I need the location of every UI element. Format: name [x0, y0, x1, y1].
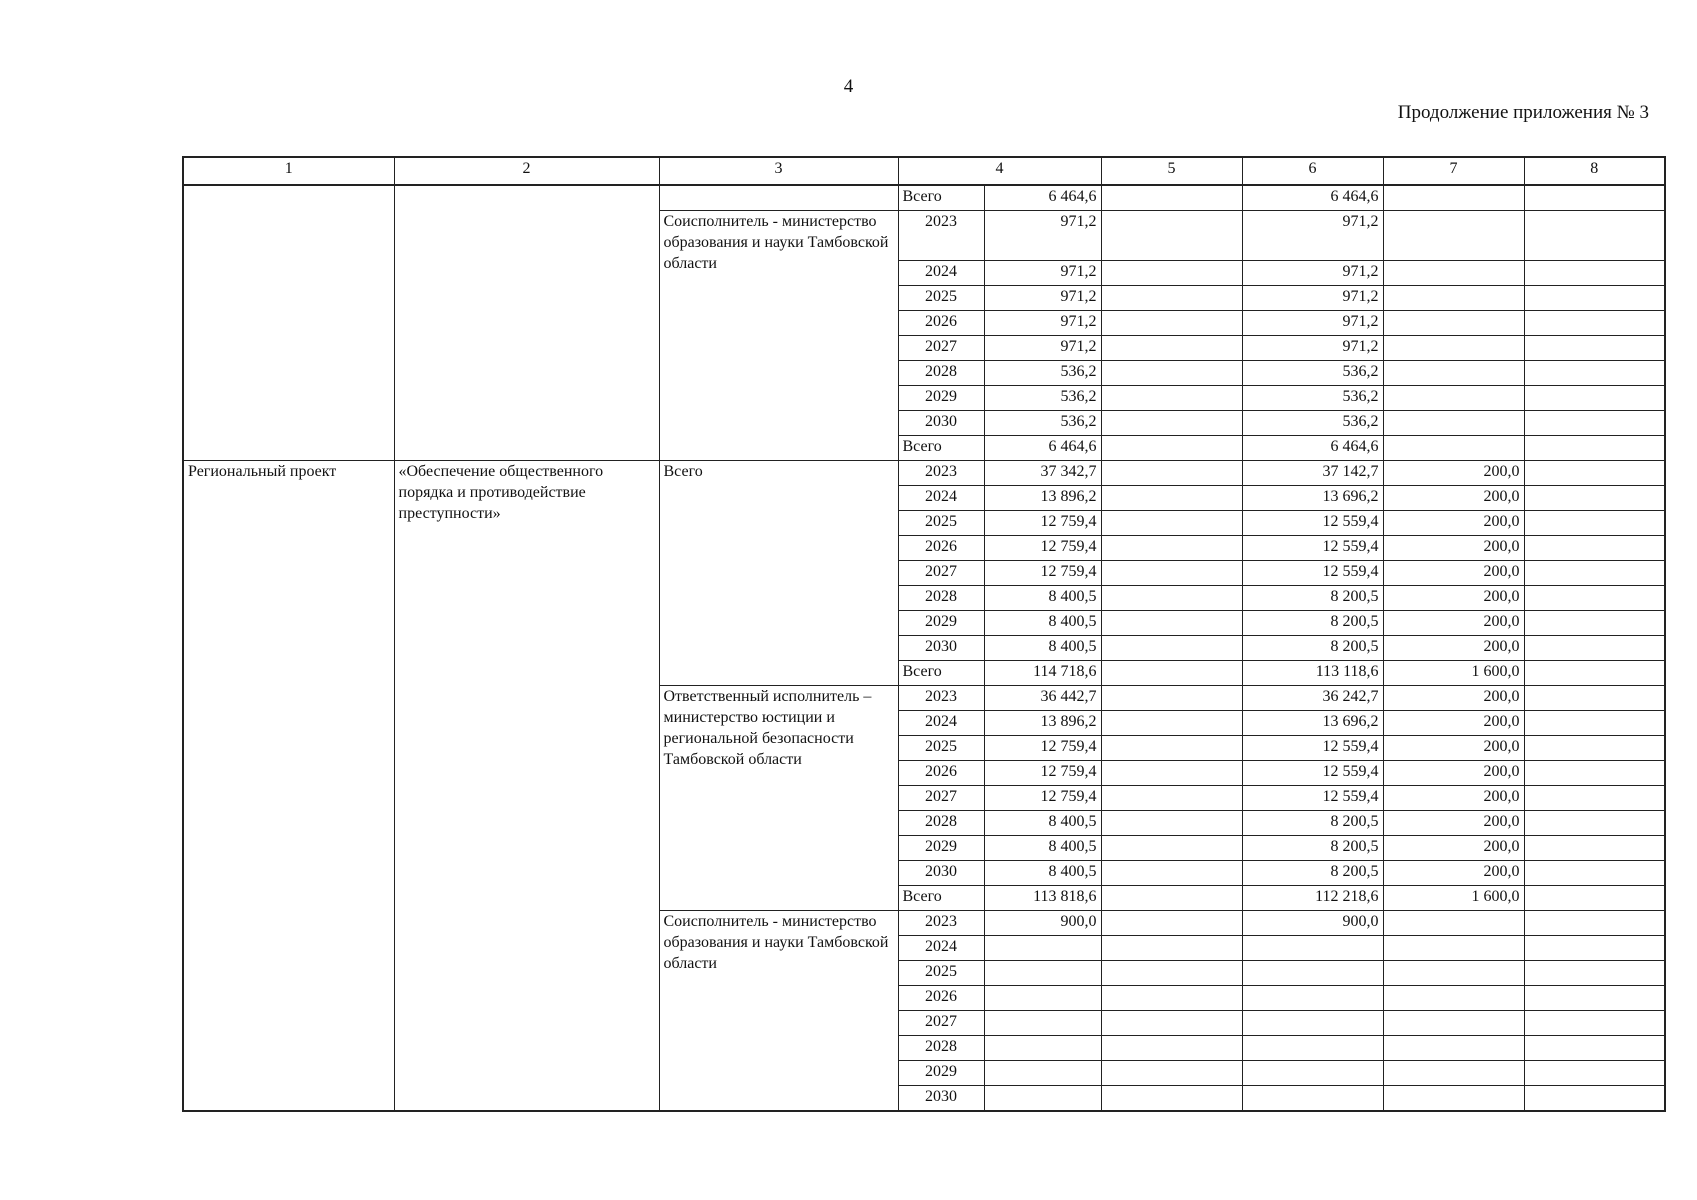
col5-value [1101, 185, 1242, 211]
col4-value: 12 759,4 [984, 511, 1101, 536]
col5-value [1101, 836, 1242, 861]
col5-value [1101, 861, 1242, 886]
year-cell: 2026 [898, 536, 984, 561]
col5-value [1101, 886, 1242, 911]
year-cell: 2029 [898, 386, 984, 411]
col7-value: 200,0 [1383, 611, 1524, 636]
col7-value: 200,0 [1383, 786, 1524, 811]
col6-value: 536,2 [1242, 411, 1383, 436]
col6-value: 12 559,4 [1242, 536, 1383, 561]
col7-value: 200,0 [1383, 836, 1524, 861]
col7-value [1383, 1086, 1524, 1112]
col4-value [984, 1086, 1101, 1112]
col8-value [1524, 286, 1665, 311]
col6-value: 37 142,7 [1242, 461, 1383, 486]
col7-value: 1 600,0 [1383, 886, 1524, 911]
year-cell: 2024 [898, 936, 984, 961]
funding-table [182, 156, 1666, 1112]
col6-value: 12 559,4 [1242, 561, 1383, 586]
col7-value [1383, 436, 1524, 461]
col7-value: 1 600,0 [1383, 661, 1524, 686]
continuation-label: Продолжение приложения № 3 [1397, 102, 1649, 123]
col7-value [1383, 211, 1524, 261]
col7-value: 200,0 [1383, 736, 1524, 761]
col8-value [1524, 786, 1665, 811]
col5-value [1101, 336, 1242, 361]
col7-value [1383, 1061, 1524, 1086]
col8-value [1524, 1036, 1665, 1061]
year-cell: 2030 [898, 861, 984, 886]
col8-value [1524, 185, 1665, 211]
col4-value [984, 1061, 1101, 1086]
col7-value: 200,0 [1383, 636, 1524, 661]
col1-cell [183, 185, 394, 461]
col6-value: 8 200,5 [1242, 611, 1383, 636]
year-cell: Всего [898, 661, 984, 686]
col8-value [1524, 511, 1665, 536]
col4-value: 536,2 [984, 386, 1101, 411]
col6-value: 536,2 [1242, 361, 1383, 386]
col6-value: 536,2 [1242, 386, 1383, 411]
col4-value: 36 442,7 [984, 686, 1101, 711]
year-cell: 2027 [898, 786, 984, 811]
column-header: 1 [183, 157, 394, 185]
col4-value: 12 759,4 [984, 786, 1101, 811]
col5-value [1101, 686, 1242, 711]
col7-value: 200,0 [1383, 686, 1524, 711]
col8-value [1524, 686, 1665, 711]
col5-value [1101, 761, 1242, 786]
col5-value [1101, 911, 1242, 936]
col6-value: 8 200,5 [1242, 586, 1383, 611]
year-cell: 2025 [898, 511, 984, 536]
column-header: 4 [898, 157, 1101, 185]
col7-value [1383, 911, 1524, 936]
col5-value [1101, 636, 1242, 661]
col4-value: 12 759,4 [984, 736, 1101, 761]
col4-value: 6 464,6 [984, 185, 1101, 211]
col7-value [1383, 261, 1524, 286]
col4-value: 13 896,2 [984, 486, 1101, 511]
col6-value: 8 200,5 [1242, 636, 1383, 661]
col8-value [1524, 611, 1665, 636]
col5-value [1101, 311, 1242, 336]
col6-value: 971,2 [1242, 336, 1383, 361]
col8-value [1524, 211, 1665, 261]
col5-value [1101, 961, 1242, 986]
col7-value: 200,0 [1383, 761, 1524, 786]
col5-value [1101, 936, 1242, 961]
col4-value: 12 759,4 [984, 561, 1101, 586]
col7-value [1383, 936, 1524, 961]
col8-value [1524, 461, 1665, 486]
col4-value: 8 400,5 [984, 836, 1101, 861]
col6-value: 8 200,5 [1242, 861, 1383, 886]
col7-value [1383, 286, 1524, 311]
col8-value [1524, 311, 1665, 336]
col5-value [1101, 536, 1242, 561]
year-cell: 2029 [898, 1061, 984, 1086]
col4-value: 8 400,5 [984, 611, 1101, 636]
col8-value [1524, 486, 1665, 511]
year-cell: 2025 [898, 961, 984, 986]
col5-value [1101, 411, 1242, 436]
col6-value: 8 200,5 [1242, 836, 1383, 861]
col4-value: 37 342,7 [984, 461, 1101, 486]
col8-value [1524, 1011, 1665, 1036]
col5-value [1101, 361, 1242, 386]
col5-value [1101, 1036, 1242, 1061]
col7-value: 200,0 [1383, 561, 1524, 586]
col4-value [984, 1036, 1101, 1061]
year-cell: 2028 [898, 811, 984, 836]
column-header: 3 [659, 157, 898, 185]
col6-value: 12 559,4 [1242, 511, 1383, 536]
col8-value [1524, 336, 1665, 361]
col6-value: 6 464,6 [1242, 436, 1383, 461]
col4-value: 8 400,5 [984, 636, 1101, 661]
col6-value: 12 559,4 [1242, 736, 1383, 761]
col6-value: 13 696,2 [1242, 711, 1383, 736]
page-number: 4 [843, 76, 854, 97]
project-name-cell: «Обеспечение общественного порядка и противодействие преступности» [394, 461, 659, 1112]
col8-value [1524, 536, 1665, 561]
col8-value [1524, 586, 1665, 611]
col5-value [1101, 461, 1242, 486]
col7-value: 200,0 [1383, 461, 1524, 486]
col8-value [1524, 886, 1665, 911]
col6-value [1242, 1086, 1383, 1112]
col6-value: 13 696,2 [1242, 486, 1383, 511]
col4-value: 8 400,5 [984, 811, 1101, 836]
year-cell: 2028 [898, 1036, 984, 1061]
year-cell: 2024 [898, 711, 984, 736]
col6-value: 971,2 [1242, 261, 1383, 286]
col8-value [1524, 911, 1665, 936]
col4-value: 12 759,4 [984, 536, 1101, 561]
table-row [183, 461, 1665, 486]
col8-value [1524, 761, 1665, 786]
col4-value: 6 464,6 [984, 436, 1101, 461]
executor-cell: Соисполнитель - министерство образования и науки Тамбовской области [659, 211, 898, 461]
project-type-cell: Региональный проект [183, 461, 394, 1112]
col5-value [1101, 1061, 1242, 1086]
year-cell: 2023 [898, 461, 984, 486]
col6-value: 113 118,6 [1242, 661, 1383, 686]
col8-value [1524, 436, 1665, 461]
col6-value [1242, 961, 1383, 986]
col4-value: 971,2 [984, 211, 1101, 261]
col8-value [1524, 836, 1665, 861]
col7-value: 200,0 [1383, 486, 1524, 511]
col7-value [1383, 336, 1524, 361]
col5-value [1101, 386, 1242, 411]
col4-value: 971,2 [984, 286, 1101, 311]
col4-value: 536,2 [984, 411, 1101, 436]
year-cell: Всего [898, 886, 984, 911]
col5-value [1101, 1011, 1242, 1036]
col7-value [1383, 1011, 1524, 1036]
col5-value [1101, 786, 1242, 811]
col6-value: 36 242,7 [1242, 686, 1383, 711]
year-cell: Всего [898, 185, 984, 211]
col7-value: 200,0 [1383, 511, 1524, 536]
column-header: 7 [1383, 157, 1524, 185]
col8-value [1524, 636, 1665, 661]
col7-value [1383, 1036, 1524, 1061]
col6-value [1242, 1061, 1383, 1086]
year-cell: 2029 [898, 836, 984, 861]
year-cell: 2027 [898, 561, 984, 586]
col7-value: 200,0 [1383, 586, 1524, 611]
col7-value: 200,0 [1383, 536, 1524, 561]
year-cell: 2030 [898, 1086, 984, 1112]
col4-value: 971,2 [984, 261, 1101, 286]
col4-value: 13 896,2 [984, 711, 1101, 736]
col8-value [1524, 936, 1665, 961]
col5-value [1101, 736, 1242, 761]
col7-value [1383, 361, 1524, 386]
col6-value [1242, 1036, 1383, 1061]
col8-value [1524, 661, 1665, 686]
col4-value: 536,2 [984, 361, 1101, 386]
col6-value [1242, 1011, 1383, 1036]
col6-value: 12 559,4 [1242, 761, 1383, 786]
executor-cell: Всего [659, 461, 898, 686]
column-header: 2 [394, 157, 659, 185]
col5-value [1101, 561, 1242, 586]
col6-value: 971,2 [1242, 311, 1383, 336]
col7-value [1383, 986, 1524, 1011]
col4-value: 971,2 [984, 311, 1101, 336]
col7-value [1383, 386, 1524, 411]
col5-value [1101, 286, 1242, 311]
year-cell: 2029 [898, 611, 984, 636]
column-header: 5 [1101, 157, 1242, 185]
executor-cell: Соисполнитель - министерство образования и науки Тамбовской области [659, 911, 898, 1112]
year-cell: 2027 [898, 1011, 984, 1036]
col7-value [1383, 311, 1524, 336]
col6-value: 12 559,4 [1242, 786, 1383, 811]
col6-value: 6 464,6 [1242, 185, 1383, 211]
col8-value [1524, 811, 1665, 836]
year-cell: 2026 [898, 311, 984, 336]
col8-value [1524, 986, 1665, 1011]
col8-value [1524, 1086, 1665, 1112]
year-cell: 2028 [898, 361, 984, 386]
year-cell: 2030 [898, 411, 984, 436]
col8-value [1524, 361, 1665, 386]
col7-value: 200,0 [1383, 861, 1524, 886]
table-row [183, 185, 1665, 211]
col4-value: 12 759,4 [984, 761, 1101, 786]
year-cell: 2026 [898, 986, 984, 1011]
col5-value [1101, 1086, 1242, 1112]
col6-value: 900,0 [1242, 911, 1383, 936]
year-cell: 2028 [898, 586, 984, 611]
col4-value [984, 986, 1101, 1011]
col8-value [1524, 961, 1665, 986]
col8-value [1524, 261, 1665, 286]
col7-value [1383, 411, 1524, 436]
col7-value: 200,0 [1383, 811, 1524, 836]
col4-value [984, 936, 1101, 961]
year-cell: 2023 [898, 686, 984, 711]
column-header: 6 [1242, 157, 1383, 185]
column-header-row [183, 157, 1665, 185]
col7-value [1383, 961, 1524, 986]
year-cell: 2024 [898, 486, 984, 511]
col5-value [1101, 711, 1242, 736]
col6-value: 971,2 [1242, 286, 1383, 311]
col3-cell [659, 185, 898, 211]
col5-value [1101, 436, 1242, 461]
year-cell: 2025 [898, 286, 984, 311]
col5-value [1101, 586, 1242, 611]
col6-value: 971,2 [1242, 211, 1383, 261]
col4-value [984, 961, 1101, 986]
col4-value: 113 818,6 [984, 886, 1101, 911]
col5-value [1101, 211, 1242, 261]
col6-value: 112 218,6 [1242, 886, 1383, 911]
col5-value [1101, 811, 1242, 836]
col8-value [1524, 736, 1665, 761]
col8-value [1524, 386, 1665, 411]
col8-value [1524, 861, 1665, 886]
col6-value [1242, 936, 1383, 961]
column-header: 8 [1524, 157, 1665, 185]
year-cell: 2023 [898, 211, 984, 261]
col5-value [1101, 261, 1242, 286]
col6-value: 8 200,5 [1242, 811, 1383, 836]
col5-value [1101, 661, 1242, 686]
year-cell: 2027 [898, 336, 984, 361]
col8-value [1524, 1061, 1665, 1086]
col4-value: 8 400,5 [984, 586, 1101, 611]
year-cell: Всего [898, 436, 984, 461]
col5-value [1101, 511, 1242, 536]
col5-value [1101, 611, 1242, 636]
col5-value [1101, 986, 1242, 1011]
col6-value [1242, 986, 1383, 1011]
executor-cell: Ответственный исполнитель – министерство юстиции и региональной безопасности Тамбовской области [659, 686, 898, 911]
year-cell: 2023 [898, 911, 984, 936]
col4-value [984, 1011, 1101, 1036]
year-cell: 2024 [898, 261, 984, 286]
col7-value [1383, 185, 1524, 211]
col8-value [1524, 561, 1665, 586]
year-cell: 2030 [898, 636, 984, 661]
col8-value [1524, 411, 1665, 436]
col8-value [1524, 711, 1665, 736]
col2-cell [394, 185, 659, 461]
col5-value [1101, 486, 1242, 511]
year-cell: 2026 [898, 761, 984, 786]
col4-value: 900,0 [984, 911, 1101, 936]
col4-value: 8 400,5 [984, 861, 1101, 886]
col4-value: 114 718,6 [984, 661, 1101, 686]
year-cell: 2025 [898, 736, 984, 761]
col7-value: 200,0 [1383, 711, 1524, 736]
col4-value: 971,2 [984, 336, 1101, 361]
